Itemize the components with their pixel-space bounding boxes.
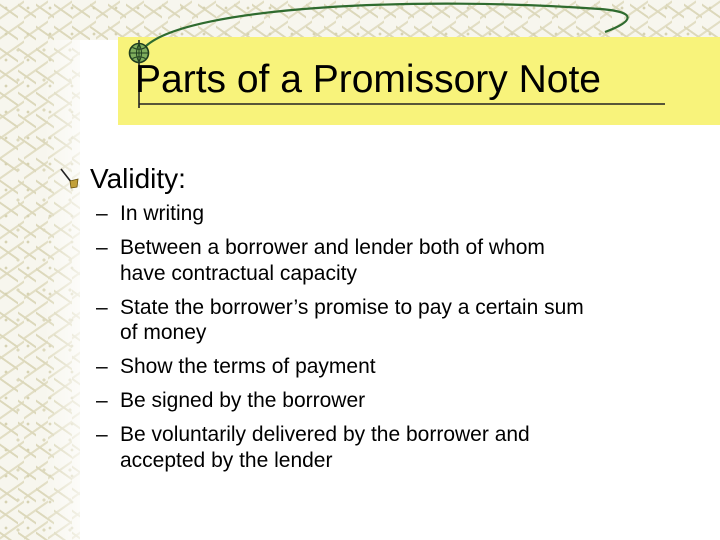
- sub-item-terms: [96, 354, 696, 380]
- sub-item-delivered: [96, 422, 696, 473]
- dash: –: [96, 389, 108, 412]
- dash: –: [96, 355, 108, 378]
- sub-item-text-cont: of money: [120, 321, 207, 344]
- sub-item-text-cont: accepted by the lender: [120, 448, 333, 472]
- sub-item-text-cont: have contractual capacity: [120, 261, 357, 285]
- sub-item-text: Be signed by the borrower: [120, 389, 366, 412]
- sub-item-text: Show the terms of payment: [120, 355, 376, 378]
- sub-item-promise: [96, 295, 696, 346]
- dash: –: [96, 295, 108, 319]
- dash: –: [96, 236, 108, 259]
- sub-item-writing: [96, 201, 696, 227]
- sub-item-text: Be voluntarily delivered by the borrower and: [120, 423, 530, 446]
- quill-bullet-icon: [58, 167, 82, 191]
- sub-bullet-list: [96, 201, 696, 482]
- dash: –: [96, 423, 108, 446]
- bullet-validity: Validity:: [90, 163, 186, 194]
- slide-title: Parts of a Promissory Note: [135, 58, 601, 101]
- sub-item-signed: [96, 388, 696, 414]
- sub-item-text: State the borrower’s promise to pay a certain sum: [120, 295, 584, 319]
- sub-item-text: Between a borrower and lender both of whom: [120, 236, 545, 259]
- sub-item-text: In writing: [120, 202, 205, 225]
- sub-item-capacity: [96, 235, 696, 286]
- top-decorative-pattern: [0, 0, 720, 40]
- left-decorative-pattern: [0, 0, 80, 540]
- dash: –: [96, 202, 108, 225]
